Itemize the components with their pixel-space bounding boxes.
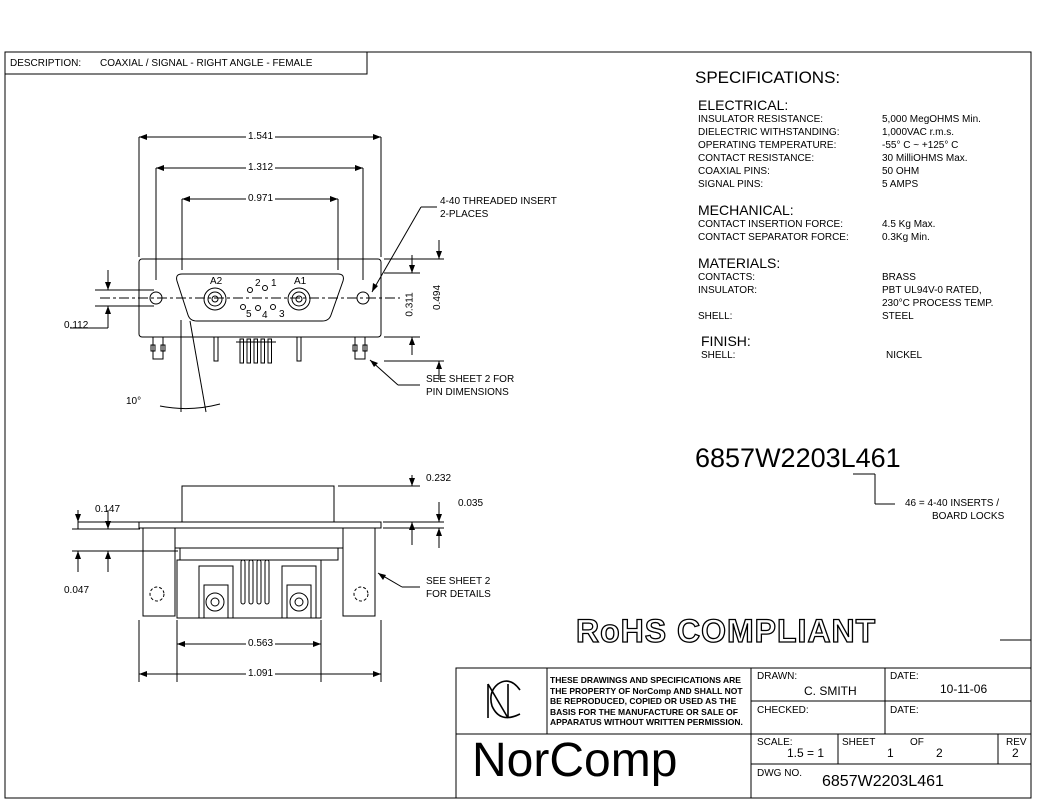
pin-label-5: 5 <box>246 309 252 320</box>
pin-label-2: 2 <box>255 278 261 289</box>
sheet-border <box>5 52 1031 798</box>
specifications-title: SPECIFICATIONS: <box>695 68 841 87</box>
spec-label: CONTACT SEPARATOR FORCE: <box>698 232 849 243</box>
sheet-label: SHEET <box>842 737 876 748</box>
front-view <box>70 137 444 412</box>
rev-value: 2 <box>1012 746 1019 760</box>
spec-label: SHELL: <box>701 350 736 361</box>
dim-0035: 0.035 <box>458 498 484 509</box>
spec-value: 1,000VAC r.m.s. <box>882 127 955 138</box>
dim-0494: 0.494 <box>432 284 444 311</box>
dwg-label: DWG NO. <box>757 768 802 779</box>
spec-label: CONTACT RESISTANCE: <box>698 153 815 164</box>
dim-0563: 0.563 <box>248 638 274 649</box>
sheet-value: 1 <box>887 746 894 760</box>
spec-value: 5,000 MegOHMS Min. <box>882 114 981 125</box>
bottom-view <box>72 475 444 682</box>
materials-heading: MATERIALS: <box>698 255 781 271</box>
checked-date-label: DATE: <box>890 705 919 716</box>
spec-value: STEEL <box>882 311 914 322</box>
spec-label: COAXIAL PINS: <box>698 166 770 177</box>
of-value: 2 <box>936 746 943 760</box>
of-label: OF <box>910 737 924 748</box>
note-insert-line1: 4-40 THREADED INSERT <box>440 196 557 207</box>
callout-line2: BOARD LOCKS <box>932 511 1005 522</box>
dim-0971: 0.971 <box>248 193 274 204</box>
part-number: 6857W2203L461 <box>695 443 901 473</box>
dim-angle: 10° <box>126 396 142 407</box>
spec-value: PBT UL94V-0 RATED, <box>882 285 982 296</box>
spec-label: DIELECTRIC WITHSTANDING: <box>698 127 840 138</box>
note-details-line1: SEE SHEET 2 <box>426 576 491 587</box>
pin-label-a2: A2 <box>210 276 223 287</box>
notice-line: BE REPRODUCED, COPIED OR USED AS THE <box>550 696 737 706</box>
checked-label: CHECKED: <box>757 705 809 716</box>
callout-line1: 46 = 4-40 INSERTS / <box>905 498 1000 509</box>
description-value: COAXIAL / SIGNAL - RIGHT ANGLE - FEMALE <box>100 58 313 69</box>
dim-0232: 0.232 <box>426 473 452 484</box>
company-name: NorComp <box>472 734 678 787</box>
note-pins-line2: PIN DIMENSIONS <box>426 387 509 398</box>
ownership-notice <box>550 675 743 728</box>
rev-label: REV <box>1006 737 1027 748</box>
dwg-number: 6857W2203L461 <box>822 773 944 790</box>
scale-label: SCALE: <box>757 737 793 748</box>
mechanical-heading: MECHANICAL: <box>698 202 794 218</box>
electrical-heading: ELECTRICAL: <box>698 97 789 113</box>
spec-label: CONTACT INSERTION FORCE: <box>698 219 844 230</box>
spec-value: 230°C PROCESS TEMP. <box>882 298 994 309</box>
scale-value: 1.5 = 1 <box>787 746 825 760</box>
rohs-compliant: RoHS COMPLIANT <box>576 613 877 649</box>
date-value: 10-11-06 <box>940 682 988 696</box>
description-label: DESCRIPTION: <box>10 58 82 69</box>
norcomp-logo <box>488 681 520 718</box>
spec-value: BRASS <box>882 272 916 283</box>
spec-label: SHELL: <box>698 311 733 322</box>
note-details-line2: FOR DETAILS <box>426 589 491 600</box>
spec-label: INSULATOR: <box>698 285 758 296</box>
notice-line: THE PROPERTY OF NorComp AND SHALL NOT <box>550 685 743 696</box>
finish-heading: FINISH: <box>701 333 751 349</box>
pin-label-4: 4 <box>262 310 268 321</box>
drawn-value: C. SMITH <box>804 684 857 698</box>
notice-line: THESE DRAWINGS AND SPECIFICATIONS ARE <box>550 675 741 685</box>
dim-0047: 0.047 <box>64 585 90 596</box>
spec-value: NICKEL <box>886 350 923 361</box>
spec-value: 4.5 Kg Max. <box>882 219 936 230</box>
spec-value: 0.3Kg Min. <box>882 232 930 243</box>
spec-value: 50 OHM <box>882 166 920 177</box>
dim-0147: 0.147 <box>95 504 121 515</box>
spec-label: CONTACTS: <box>698 272 756 283</box>
note-pins-line1: SEE SHEET 2 FOR <box>426 374 515 385</box>
dim-1312: 1.312 <box>248 162 274 173</box>
dim-1541: 1.541 <box>248 131 274 142</box>
pin-label-a1: A1 <box>294 276 307 287</box>
spec-label: OPERATING TEMPERATURE: <box>698 140 837 151</box>
spec-value: 30 MilliOHMS Max. <box>882 153 968 164</box>
pin-label-1: 1 <box>271 278 277 289</box>
note-insert-line2: 2-PLACES <box>440 209 489 220</box>
date-label: DATE: <box>890 671 919 682</box>
spec-value: 5 AMPS <box>882 179 919 190</box>
notice-line: APPARATUS WITHOUT WRITTEN PERMISSION. <box>550 717 743 727</box>
dim-0311: 0.311 <box>404 292 416 317</box>
notice-line: BASIS FOR THE MANUFACTURE OR SALE OF <box>550 706 738 717</box>
dim-1091: 1.091 <box>248 668 274 679</box>
spec-value: -55° C ~ +125° C <box>882 140 959 151</box>
drawn-label: DRAWN: <box>757 671 798 682</box>
pin-label-3: 3 <box>279 309 285 320</box>
spec-label: SIGNAL PINS: <box>698 179 764 190</box>
dim-0112: 0.112 <box>64 320 89 331</box>
spec-label: INSULATOR RESISTANCE: <box>698 114 824 125</box>
